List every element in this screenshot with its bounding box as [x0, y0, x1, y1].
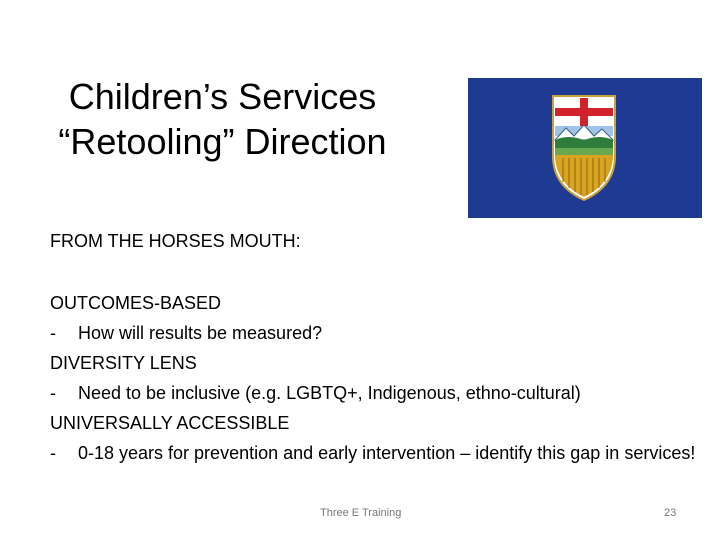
- slide-title: [20, 74, 425, 164]
- bullet-dash: -: [50, 443, 56, 463]
- bullet-text: How will results be measured?: [78, 323, 323, 343]
- item-label-accessible: UNIVERSALLY ACCESSIBLE: [50, 413, 290, 433]
- footer-text: Three E Training: [320, 507, 402, 519]
- bullet-dash: -: [50, 323, 56, 343]
- title-line-2: “Retooling” Direction: [58, 121, 387, 162]
- section-heading: FROM THE HORSES MOUTH:: [50, 231, 301, 251]
- spacer: [50, 256, 700, 288]
- title-line-1: Children’s Services: [68, 76, 377, 117]
- slide-body: [50, 226, 700, 468]
- bullet-text: Need to be inclusive (e.g. LGBTQ+, Indigenous, ethno-cultural): [78, 383, 581, 403]
- slide-footer: [0, 507, 720, 525]
- item-label-outcomes: OUTCOMES-BASED: [50, 293, 222, 313]
- page-number: 23: [664, 507, 677, 519]
- bullet-dash: -: [50, 383, 56, 403]
- bullet-outcomes: [50, 318, 700, 348]
- alberta-flag-icon: [468, 78, 702, 218]
- item-label-diversity: DIVERSITY LENS: [50, 353, 197, 373]
- bullet-diversity: [50, 378, 700, 408]
- bullet-text: 0-18 years for prevention and early intervention – identify this gap in services!: [78, 443, 696, 463]
- bullet-accessible: [50, 438, 700, 468]
